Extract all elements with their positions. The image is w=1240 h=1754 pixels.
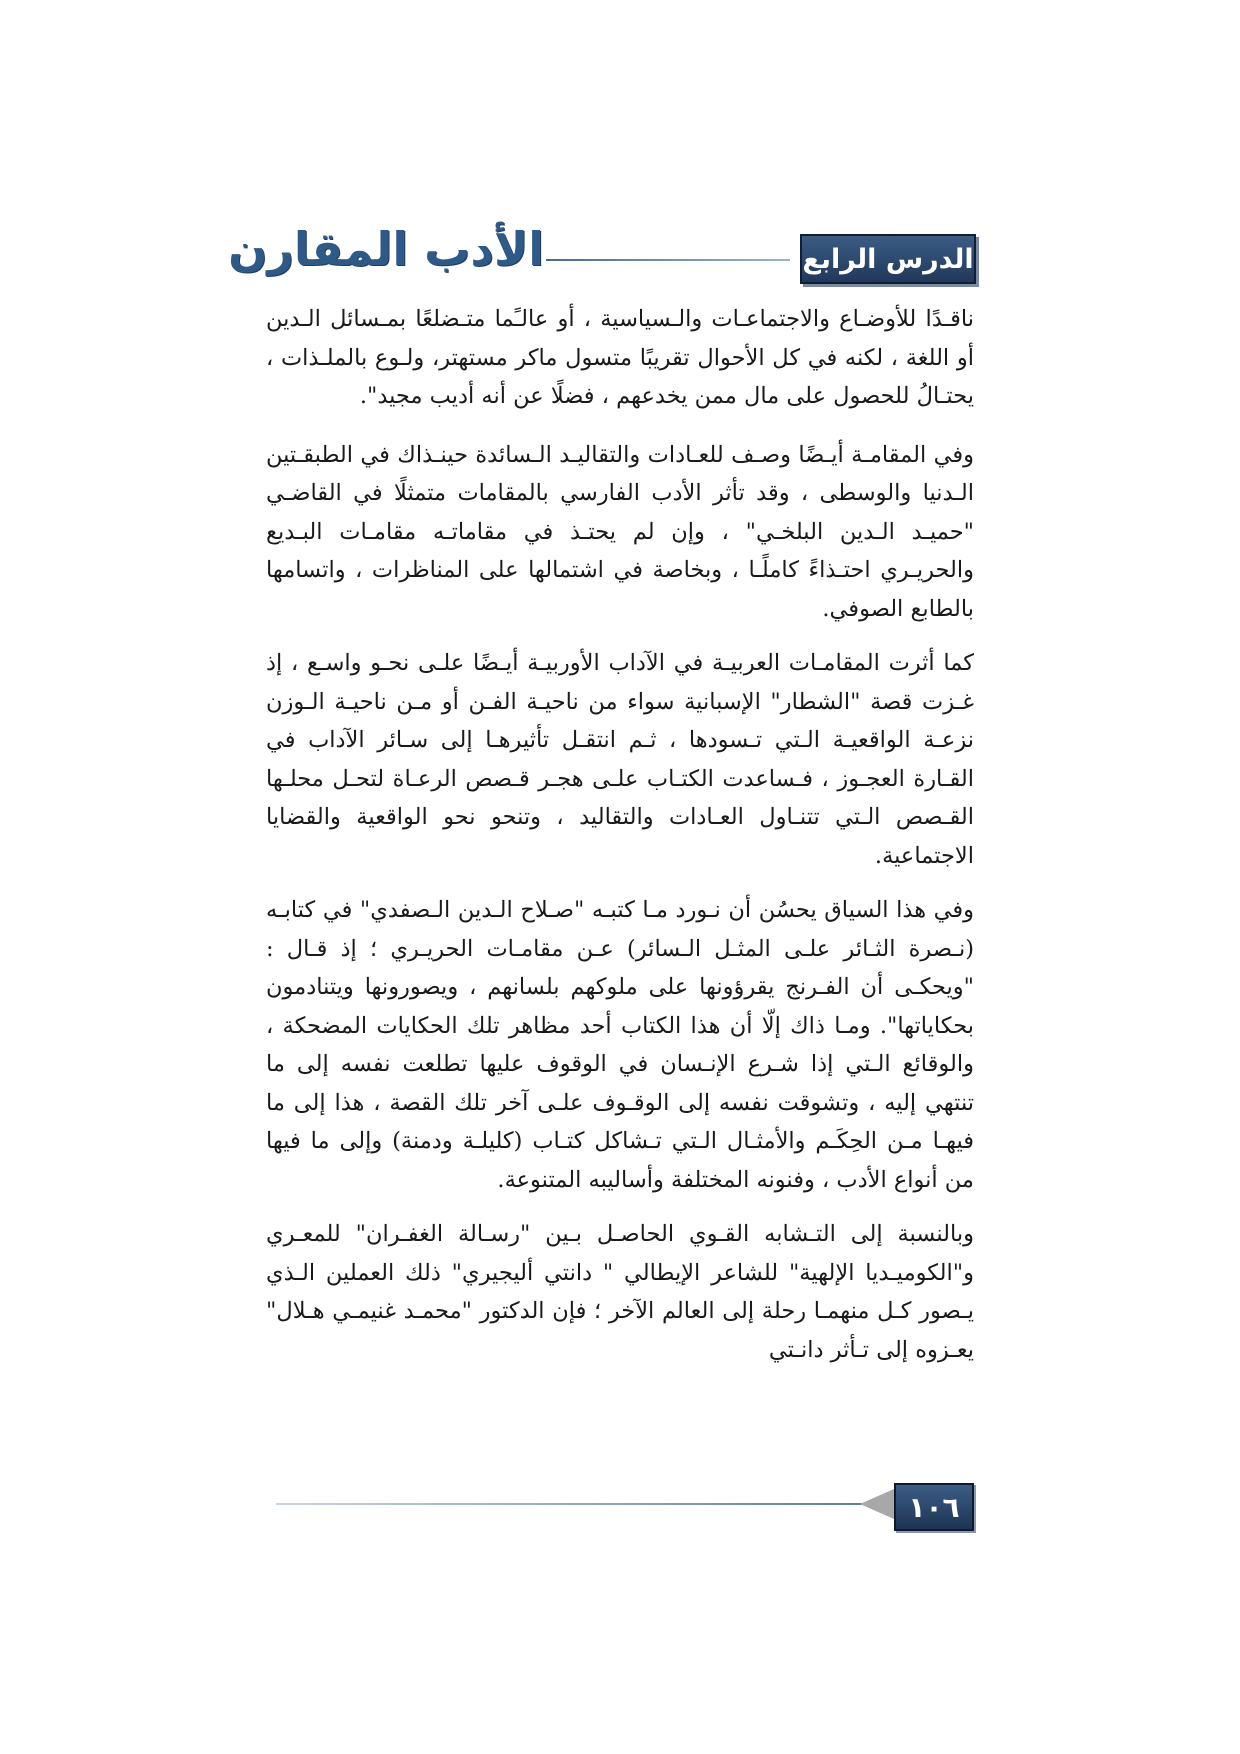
book-title: الأدب المقارن [228, 222, 544, 276]
paragraph: كما أثرت المقامـات العربيـة في الآداب الأوربيـة أيـضًا علـى نحـو واسـع ، إذ غـزت قصة "الشطار" الإسبانية سواء من ناحيـة الفـن أو مـن ناحيـة الـوزن نزعـة الواقعيـة الـتي تـسودها ، ثـم انتقـل تأثيرهـا إلى سـائر الآداب في القـارة العجـوز ، فـساعدت الكتـاب علـى هجـر قـصص الرعـاة لتحـل محلـها القـصص الـتي تتنـاول العـادات والتقاليد ، وتنحو نحو الواقعية والقضايا الاجتماعية. [266, 650, 974, 869]
paragraph: وفي هذا السياق يحسُن أن نـورد مـا كتبـه "صـلاح الـدين الـصفدي" في كتابـه (نـصرة الثـائر علـى المثـل الـسائر) عـن مقامـات الحريـري ؛ إذ قـال : "ويحكـى أن الفـرنج يقرؤونها على ملوكهم بلسانهم ، ويصورونها ويتنادمون بحكاياتها". ومـا ذاك إلّا أن هذا الكتاب أحد مظاهر تلك الحكايات المضحكة ، والوقائع الـتي إذا شـرع الإنـسان في الوقوف عليها تطلعت نفسه إلى ما تنتهي إليه ، وتشوقت نفسه إلى الوقـوف علـى آخر تلك القصة ، هذا إلى ما فيهـا مـن الحِكَـم والأمثـال الـتي تـشاكل كتـاب (كليلـة ودمنة) وإلى ما فيها من أنواع الأدب ، وفنونه المختلفة وأساليبه المتنوعة. [266, 897, 974, 1193]
footer-wedge-shape [860, 1489, 894, 1519]
page-footer [276, 1483, 974, 1535]
page-header [228, 222, 976, 292]
footer-divider [276, 1503, 866, 1505]
paragraph: وبالنسبة إلى التـشابه القـوي الحاصـل بـين "رسـالة الغفـران" للمعـري و"الكوميـديا الإلهية" للشاعر الإيطالي " دانتي أليجيري" ذلك العملين الـذي يـصور كـل منهمـا رحلة إلى العالم الآخر ؛ فإن الدكتور "محمـد غنيمـي هـلال" يعـزوه إلى تـأثر دانـتي [266, 1221, 974, 1363]
page-body [266, 300, 974, 1385]
paragraph: ناقـدًا للأوضـاع والاجتماعـات والـسياسية ، أو عالـًما متـضلعًا بمـسائل الـدين أو اللغة ، لكنه في كل الأحوال تقريبًا متسول ماكر مستهتر، ولـوع بالملـذات ، يحتـالُ للحصول على مال ممن يخدعهم ، فضلًا عن أنه أديب مجيد". [266, 306, 974, 409]
header-divider [546, 259, 790, 261]
paragraph: وفي المقامـة أيـضًا وصـف للعـادات والتقاليـد الـسائدة حينـذاك في الطبقـتين الـدنيا والوسطى ، وقد تأثر الأدب الفارسي بالمقامات متمثلًا في القاضـي "حميـد الـدين البلخـي" ، وإن لم يحتـذ في مقاماتـه مقامـات البـديع والحريـري احتـذاءً كاملًـا ، وبخاصة في اشتمالها على المناظرات ، واتسامها بالطابع الصوفي. [266, 441, 974, 622]
page-number: ١٠٦ [894, 1483, 974, 1531]
lesson-badge: الدرس الرابع [800, 234, 976, 284]
